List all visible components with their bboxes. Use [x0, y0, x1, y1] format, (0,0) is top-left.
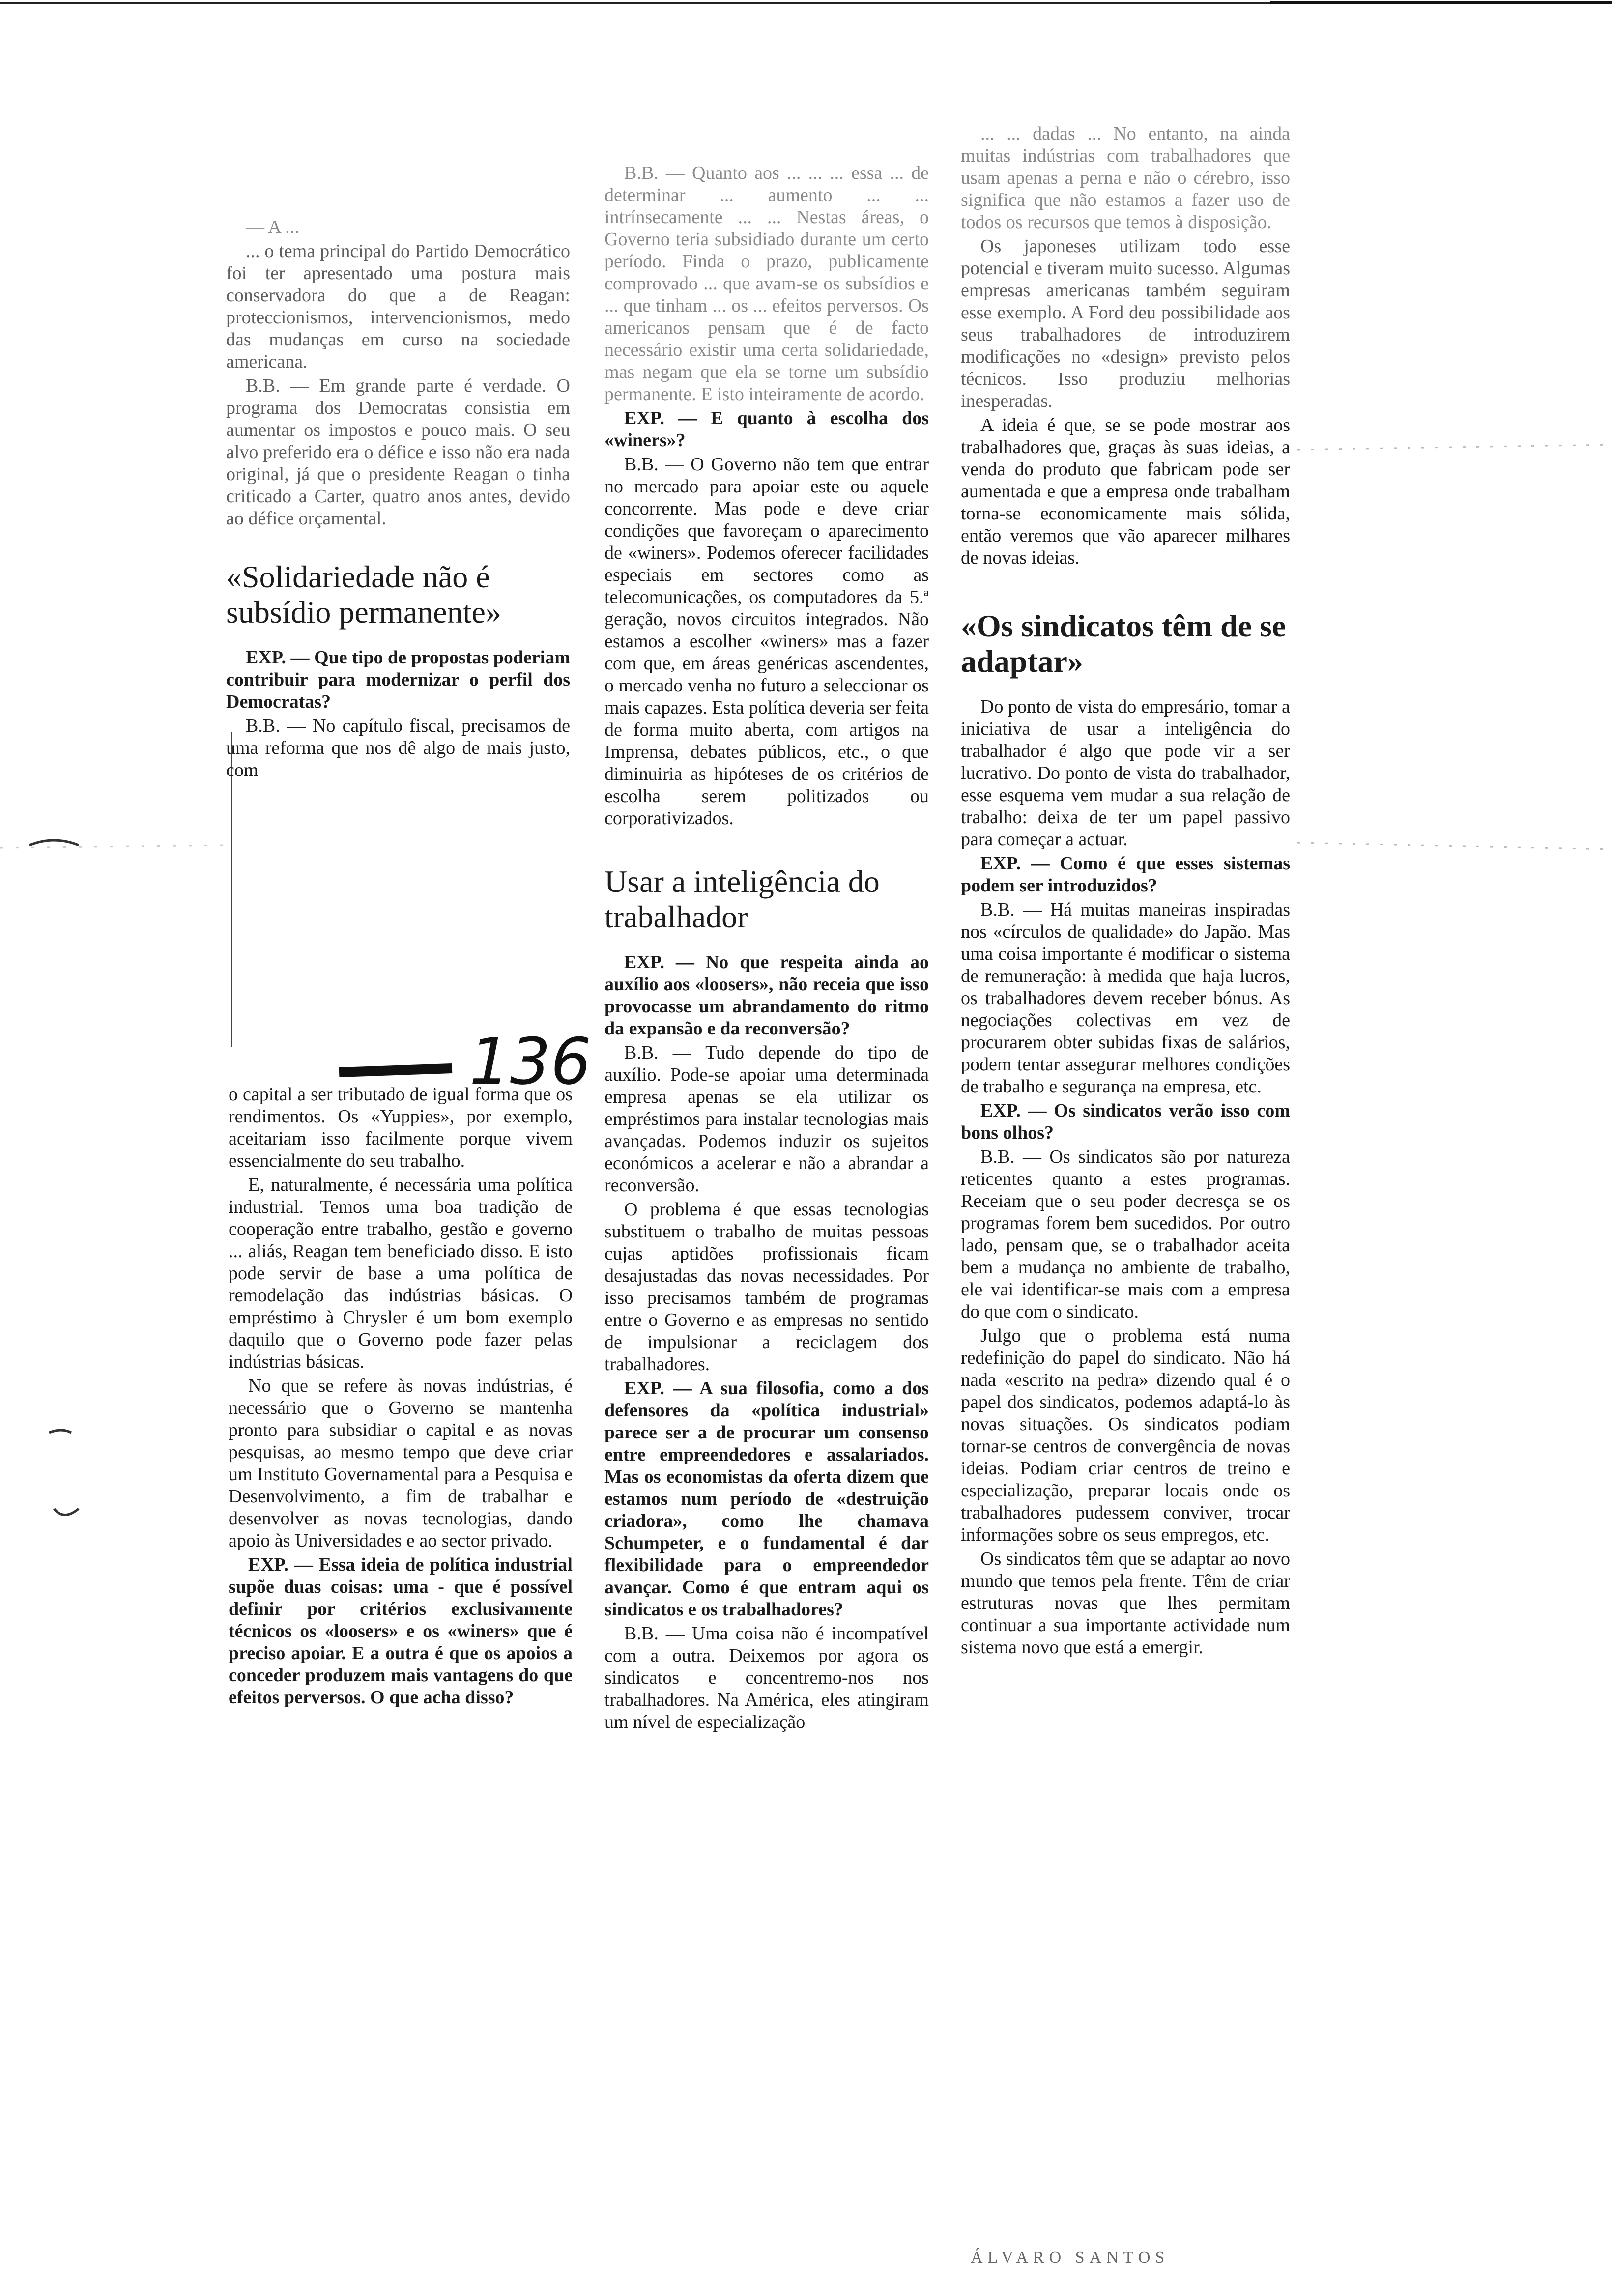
section-heading: «Os sindicatos têm de se adaptar»: [961, 608, 1286, 679]
paragraph: B.B. — Em grande parte é verdade. O programa dos Democratas consistia em aumentar os impostos e pouco mais. O seu alvo preferido era o défice e isso não era nada original, já que o presidente Reagan o tinha criticado a Carter, quatro anos antes, devido ao défice orçamental.: [226, 375, 570, 529]
paragraph: A ideia é que, se se pode mostrar aos trabalhadores que, graças às suas ideias, a venda do produto que fabricam pode ser aumentada e que a empresa onde trabalham torna-se economicamente mais sólida, então veremos que vão aparecer milhares de novas ideias.: [961, 415, 1290, 568]
ink-mark: [339, 1063, 453, 1077]
question: EXP. — No que respeita ainda ao auxílio aos «loosers», não receia que isso provocasse um abrandamento do ritmo da expansão e da reconversão?: [604, 952, 929, 1039]
section-heading: «Solidariedade não é subsídio permanente»: [226, 559, 501, 630]
paragraph: ... ... dadas ... No entanto, na ainda muitas indústrias com trabalhadores que usam apenas a perna e não o cérebro, isso significa que não estamos a fazer uso de todos os recursos que temos à disposição.: [961, 123, 1290, 232]
paragraph: o capital a ser tributado de igual forma que os rendimentos. Os «Yuppies», por exemplo, aceitariam isso facilmente porque vivem essencialmente do seu trabalho.: [229, 1084, 573, 1171]
question: EXP. — Essa ideia de política industrial supõe duas coisas: uma - que é possível definir por critérios exclusivamente técnicos os «loosers» e os «winers» que é preciso apoiar. E a outra é que os apoios a conceder produzem mais vantagens do que efeitos perversos. O que acha disso?: [229, 1554, 573, 1708]
question: EXP. — Os sindicatos verão isso com bons olhos?: [961, 1100, 1290, 1143]
paragraph: — A ...: [246, 217, 299, 237]
paragraph: Os sindicatos têm que se adaptar ao novo mundo que temos pela frente. Têm de criar estruturas novas que lhes permitam continuar a sua importante actividade num sistema novo que está a emergir.: [961, 1549, 1290, 1658]
paragraph: O problema é que essas tecnologias substituem o trabalho de muitas pessoas cujas aptidões profissionais ficam desajustadas das novas necessidades. Por isso precisamos também de programas entre o Governo e as empresas no sentido de impulsionar a reciclagem dos trabalhadores.: [604, 1199, 929, 1375]
section-heading: Usar a inteligência do trabalhador: [604, 864, 880, 934]
answer: B.B. — Uma coisa não é incompatível com a outra. Deixemos por agora os sindicatos e concentremo-nos nos trabalhadores. Na América, eles atingiram um nível de especialização: [604, 1623, 929, 1732]
question: EXP. — Que tipo de propostas poderiam contribuir para modernizar o perfil dos Democratas?: [226, 647, 570, 712]
paragraph: ... o tema principal do Partido Democrático foi ter apresentado uma postura mais conservadora do que a de Reagan: proteccionismos, intervencionismos, medo das mudanças em curso na sociedade americana.: [226, 241, 570, 372]
question: EXP. — Como é que esses sistemas podem ser introduzidos?: [961, 853, 1290, 896]
answer: B.B. — Tudo depende do tipo de auxílio. Pode-se apoiar uma determinada empresa apenas se ela utilizar os empréstimos para instalar tecnologias mais avançadas. Podemos induzir os sujeitos económicos a acelerar e não a abrandar a reconversão.: [604, 1042, 929, 1196]
paragraph: Do ponto de vista do empresário, tomar a iniciativa de usar a inteligência do trabalhador é algo que pode vir a ser lucrativo. Do ponto de vista do trabalhador, esse esquema vem mudar a sua relação de trabalho: deixa de ter um papel passivo para começar a actuar.: [961, 696, 1290, 850]
paragraph: Julgo que o problema está numa redefinição do papel do sindicato. Não há nada «escrito na pedra» dizendo qual é o papel dos sindicatos, podemos adaptá-lo às novas situações. Os sindicatos podiam tornar-se centros de convergência de novas ideias. Podiam criar centros de treino e especialização, preparar locais onde os trabalhadores pudessem conviver, trocar informações sobre os seus empregos, etc.: [961, 1325, 1290, 1545]
question: EXP. — A sua filosofia, como a dos defensores da «política industrial» parece ser a de procurar um consenso entre empreendedores e assalariados. Mas os economistas da oferta dizem que estamos num período de «destruição criadora», como lhe chamava Schumpeter, e o fundamental é dar flexibilidade para o empreendedor avançar. Como é que entram aqui os sindicatos e os trabalhadores?: [604, 1378, 929, 1620]
paragraph: No que se refere às novas indústrias, é necessário que o Governo se mantenha pronto para subsidiar o capital e as novas pesquisas, ao mesmo tempo que deve criar um Instituto Governamental para a Pesquisa e Desenvolvimento, a fim de trabalhar e desenvolver as novas tecnologias, dando apoio às Universidades e ao sector privado.: [229, 1376, 573, 1551]
byline: ÁLVARO SANTOS: [971, 2248, 1170, 2267]
paragraph: B.B. — Quanto aos ... ... ... essa ... de determinar ... aumento ... ... intrínsecamente ... ... Nestas áreas, o Governo teria subsidiado durante um certo período. Finda o prazo, publicamente comprovado ... que avam-se os subsídios e ... que tinham ... os ... efeitos perversos. Os americanos pensam que é de facto necessário existir uma certa solidariedade, mas negam que ela se torne um subsídio permanente. E isto inteiramente de acordo.: [604, 163, 929, 404]
column-2: [604, 162, 929, 1735]
answer: B.B. — Os sindicatos são por natureza reticentes quanto a estes programas. Receiam que o seu poder decresça se os programas forem bem sucedidos. Por outro lado, pensam que, se o trabalhador aceita bem a mudança no ambiente de trabalho, ele vai identificar-se mais com a empresa do que com o sindicato.: [961, 1147, 1290, 1322]
answer: B.B. — No capítulo fiscal, precisamos de uma reforma que nos dê algo de mais justo, com: [226, 716, 570, 780]
paragraph: E, naturalmente, é necessária uma política industrial. Temos uma boa tradição de cooperação entre trabalho, gestão e governo ... aliás, Reagan tem beneficiado disso. E isto pode servir de base a uma política de remodelação das indústrias básicas. O empréstimo à Chrysler é um bom exemplo daquilo que o Governo pode fazer pelas indústrias básicas.: [229, 1175, 573, 1372]
answer: B.B. — O Governo não tem que entrar no mercado para apoiar este ou aquele concorrente. Mas pode e deve criar condições que favoreçam o aparecimento de «winers». Podemos oferecer facilidades especiais em sectores como as telecomunicações, os computadores da 5.ª geração, novos circuitos integrados. Não estamos a escolher «winers» mas a fazer com que, em áreas genéricas ascendentes, o mercado venha no futuro a seleccionar os mais capazes. Esta política deveria ser feita de forma muito aberta, com artigos na Imprensa, debates públicos, etc., o que diminuiria as hipóteses de os critérios de escolha serem politizados ou corporativizados.: [604, 454, 929, 829]
column-1-top: [226, 216, 570, 783]
column-1-bottom: [229, 1084, 573, 1711]
answer: B.B. — Há muitas maneiras inspiradas nos «círculos de qualidade» do Japão. Mas uma coisa importante é modificar o sistema de remuneração: à medida que haja lucros, os trabalhadores devem receber bónus. As negociações colectivas em vez de procurarem obter subidas fixas de salários, podem tentar assegurar melhores condições de trabalho e segurança na empresa, etc.: [961, 899, 1290, 1097]
question: EXP. — E quanto à escolha dos «winers»?: [604, 408, 929, 451]
page-number: 136: [469, 1024, 592, 1099]
column-3: [961, 123, 1290, 1661]
paragraph: Os japoneses utilizam todo esse potencial e tiveram muito sucesso. Algumas empresas americanas também seguiram esse exemplo. A Ford deu possibilidade aos seus trabalhadores de introduzirem modificações no «design» previsto pelos técnicos. Isso produziu melhorias inesperadas.: [961, 236, 1290, 411]
